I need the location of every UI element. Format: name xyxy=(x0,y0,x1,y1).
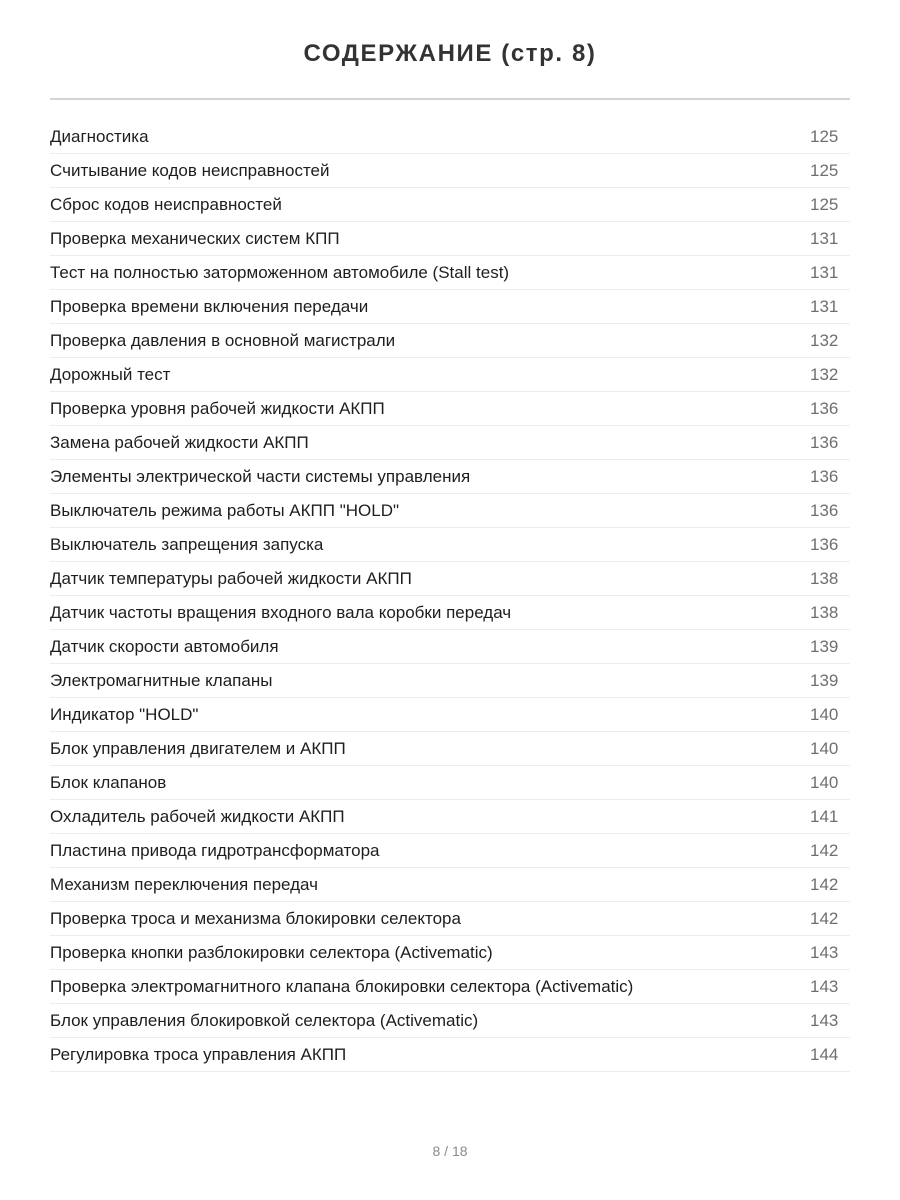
toc-page-number: 143 xyxy=(810,977,839,996)
toc-row[interactable] xyxy=(50,460,850,494)
toc-page-number: 125 xyxy=(810,195,839,214)
toc-entry-title: Блок клапанов xyxy=(50,773,167,792)
toc-row[interactable] xyxy=(50,188,850,222)
toc-entry-title: Проверка электромагнитного клапана блокировки селектора (Activematic) xyxy=(50,977,634,996)
toc-entry-title: Тест на полностью заторможенном автомобиле (Stall test) xyxy=(50,263,510,282)
toc-entry-title: Выключатель режима работы АКПП "HOLD" xyxy=(50,501,400,520)
toc-row[interactable] xyxy=(50,222,850,256)
toc-row[interactable] xyxy=(50,528,850,562)
page-counter: 8 / 18 xyxy=(432,1143,468,1159)
toc-entry-title: Регулировка троса управления АКПП xyxy=(50,1045,347,1064)
toc-entry-title: Элементы электрической части системы управления xyxy=(50,467,471,486)
toc-entry-title: Датчик скорости автомобиля xyxy=(50,637,279,656)
toc-entry-title: Блок управления двигателем и АКПП xyxy=(50,739,346,758)
title-divider xyxy=(50,98,850,100)
toc-row[interactable] xyxy=(50,664,850,698)
toc-row[interactable] xyxy=(50,1038,850,1072)
toc-row[interactable] xyxy=(50,732,850,766)
toc-entry-title: Пластина привода гидротрансформатора xyxy=(50,841,380,860)
toc-page-number: 138 xyxy=(810,603,839,622)
toc-row[interactable] xyxy=(50,426,850,460)
toc-row[interactable] xyxy=(50,596,850,630)
toc-row[interactable] xyxy=(50,630,850,664)
toc-row[interactable] xyxy=(50,562,850,596)
toc-page-number: 136 xyxy=(810,535,839,554)
toc-page-number: 136 xyxy=(810,501,839,520)
toc-row[interactable] xyxy=(50,324,850,358)
toc-entry-title: Проверка троса и механизма блокировки селектора xyxy=(50,909,461,928)
toc-row[interactable] xyxy=(50,936,850,970)
toc-page-number: 125 xyxy=(810,127,839,146)
toc-page-number: 141 xyxy=(810,807,839,826)
toc-row[interactable] xyxy=(50,358,850,392)
toc-entry-title: Дорожный тест xyxy=(50,365,171,384)
page-title: СОДЕРЖАНИЕ (стр. 8) xyxy=(303,40,597,67)
toc-entry-title: Блок управления блокировкой селектора (Activematic) xyxy=(50,1011,479,1030)
toc-row[interactable] xyxy=(50,766,850,800)
toc-page-number: 125 xyxy=(810,161,839,180)
toc-entry-title: Датчик температуры рабочей жидкости АКПП xyxy=(50,569,412,588)
toc-page-number: 136 xyxy=(810,467,839,486)
toc-page-number: 144 xyxy=(810,1045,839,1064)
toc-entry-title: Датчик частоты вращения входного вала коробки передач xyxy=(50,603,512,622)
toc-row[interactable] xyxy=(50,256,850,290)
toc-row[interactable] xyxy=(50,120,850,154)
toc-page-number: 139 xyxy=(810,637,839,656)
toc-entry-title: Проверка уровня рабочей жидкости АКПП xyxy=(50,399,385,418)
toc-entry-title: Замена рабочей жидкости АКПП xyxy=(50,433,309,452)
toc-entry-title: Электромагнитные клапаны xyxy=(50,671,273,690)
toc-entry-title: Охладитель рабочей жидкости АКПП xyxy=(50,807,345,826)
toc-entry-title: Индикатор "HOLD" xyxy=(50,705,199,724)
toc-row[interactable] xyxy=(50,154,850,188)
toc-row[interactable] xyxy=(50,868,850,902)
toc-page-number: 142 xyxy=(810,875,839,894)
toc-page-number: 131 xyxy=(810,297,839,316)
toc-entry-title: Считывание кодов неисправностей xyxy=(50,161,330,180)
toc-page-number: 136 xyxy=(810,433,839,452)
toc-entry-title: Проверка давления в основной магистрали xyxy=(50,331,396,350)
toc-entry-title: Механизм переключения передач xyxy=(50,875,318,894)
toc-entry-title: Проверка кнопки разблокировки селектора (Activematic) xyxy=(50,943,493,962)
toc-row[interactable] xyxy=(50,902,850,936)
toc-page-number: 131 xyxy=(810,229,839,248)
toc-row[interactable] xyxy=(50,698,850,732)
toc-page-number: 136 xyxy=(810,399,839,418)
table-of-contents xyxy=(50,120,850,1072)
toc-page-number: 132 xyxy=(810,331,839,350)
toc-row[interactable] xyxy=(50,1004,850,1038)
toc-row[interactable] xyxy=(50,392,850,426)
toc-entry-title: Диагностика xyxy=(50,127,149,146)
toc-page-number: 132 xyxy=(810,365,839,384)
toc-page-number: 138 xyxy=(810,569,839,588)
toc-entry-title: Проверка времени включения передачи xyxy=(50,297,369,316)
toc-page-number: 139 xyxy=(810,671,839,690)
toc-row[interactable] xyxy=(50,494,850,528)
toc-entry-title: Сброс кодов неисправностей xyxy=(50,195,282,214)
toc-page-number: 142 xyxy=(810,841,839,860)
toc-page-number: 142 xyxy=(810,909,839,928)
toc-row[interactable] xyxy=(50,834,850,868)
toc-row[interactable] xyxy=(50,970,850,1004)
toc-page-number: 140 xyxy=(810,705,839,724)
toc-page-number: 143 xyxy=(810,943,839,962)
toc-entry-title: Выключатель запрещения запуска xyxy=(50,535,324,554)
toc-row[interactable] xyxy=(50,290,850,324)
toc-row[interactable] xyxy=(50,800,850,834)
toc-page-number: 143 xyxy=(810,1011,839,1030)
toc-page-number: 140 xyxy=(810,739,839,758)
toc-entry-title: Проверка механических систем КПП xyxy=(50,229,340,248)
toc-page-number: 131 xyxy=(810,263,839,282)
toc-page-number: 140 xyxy=(810,773,839,792)
